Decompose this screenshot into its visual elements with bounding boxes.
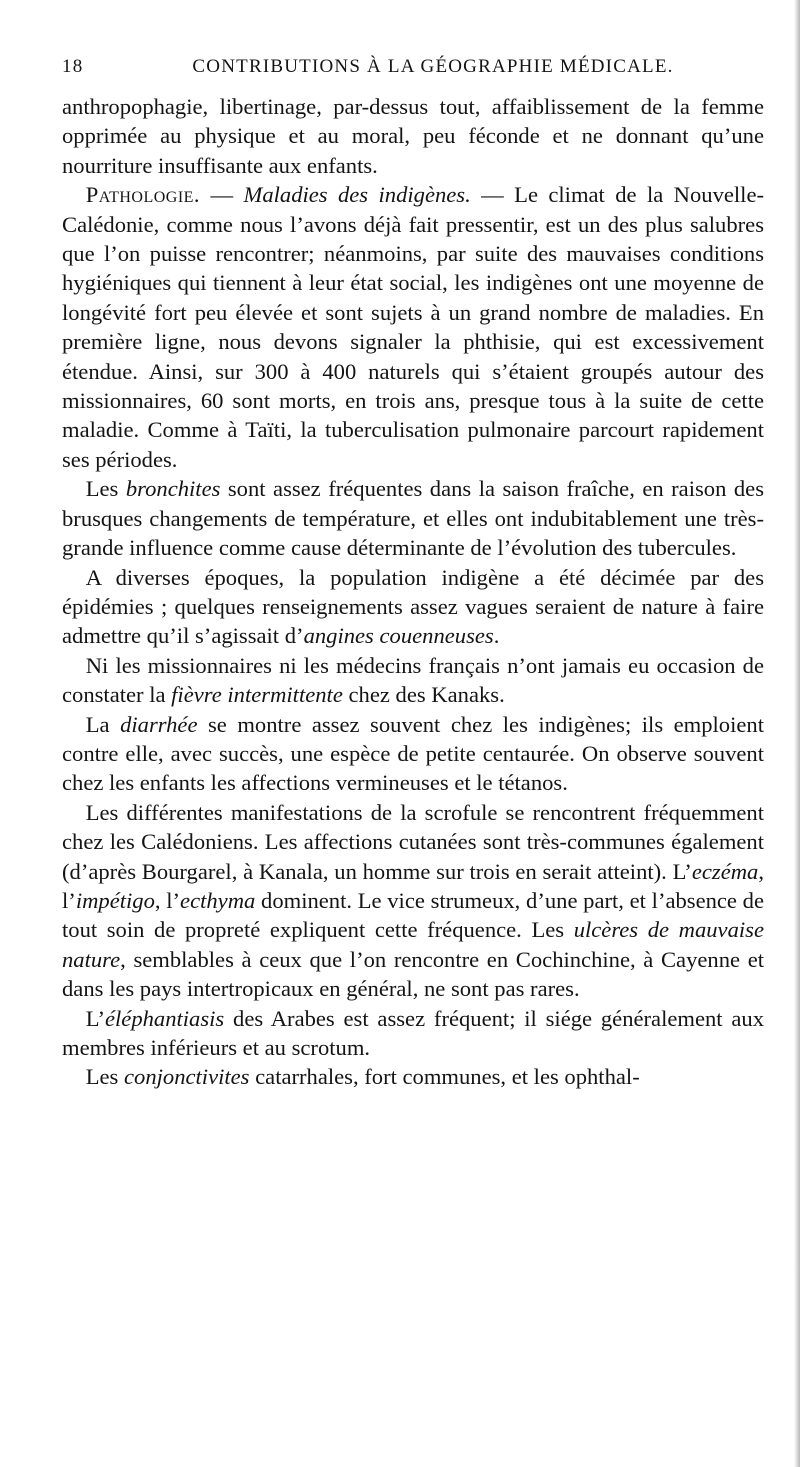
text-run: des Arabes est assez fréquent; il siége généralement aux membres inférieurs et au scrotum. — [62, 1005, 764, 1060]
text-run: Les différentes manifestations de la scrofule se rencontrent fréquemment chez les Calédoniens. Les affections cutanées sont très-communes également (d’après Bourgarel, à Kanala, un homme sur trois en serait atteint). L’ — [62, 799, 764, 884]
text-run: L’ — [85, 1005, 105, 1031]
text-run: , l’ — [62, 858, 764, 913]
paragraph — [62, 474, 764, 562]
italic-term: éléphantiasis — [104, 1005, 225, 1031]
paragraph — [62, 1004, 764, 1063]
text-run: La — [85, 711, 121, 737]
text-run: se montre assez souvent chez les indigènes; ils emploient contre elle, avec succès, une espèce de petite centaurée. On observe souvent chez les enfants les affections vermineuses et le tétanos. — [62, 711, 764, 796]
italic-term: fièvre intermittente — [171, 682, 343, 708]
italic-term: Maladies des indigènes. — [243, 182, 471, 208]
italic-term: ecthyma — [180, 887, 256, 913]
text-run: , l’ — [154, 887, 181, 913]
page-number: 18 — [62, 56, 84, 77]
paragraph — [62, 651, 764, 710]
running-title: CONTRIBUTIONS À LA GÉOGRAPHIE MÉDICALE. — [192, 56, 674, 77]
paragraph — [62, 92, 764, 180]
paragraph — [62, 180, 764, 474]
text-run: , semblables à ceux que l’on rencontre en Cochinchine, à Cayenne et dans les pays intertropicaux en général, ne sont pas rares. — [62, 946, 764, 1002]
italic-term: diarrhée — [120, 711, 198, 737]
italic-term: impétigo — [75, 887, 155, 913]
paragraph — [62, 563, 764, 651]
section-heading: Pathologie. — [85, 182, 201, 208]
italic-term: conjonctivites — [124, 1064, 250, 1090]
text-run: A diverses époques, la population indigène a été décimée par des épidémies ; quelques renseignements assez vagues seraient de nature à faire admettre qu’il s’agissait d’ — [62, 564, 764, 649]
text-run: Les — [85, 476, 126, 502]
text-run: chez des Kanaks. — [342, 682, 505, 708]
italic-term: ulcères de mauvaise nature — [62, 917, 764, 972]
text-run: anthropophagie, libertinage, par-dessus tout, affaiblissement de la femme opprimée au physique et au moral, peu féconde et ne donnant qu’une nourriture insuffisante aux enfants. — [62, 94, 764, 178]
paragraph — [62, 710, 764, 798]
paragraph — [62, 798, 764, 1004]
text-run: Les — [85, 1064, 124, 1090]
text-run: — Le climat de la Nouvelle-Calédonie, comme nous l’avons déjà fait pressentir, est un des plus salubres que l’on puisse rencontrer; néanmoins, par suite des mauvaises conditions hygiéniques qui tiennent à leur état social, les indigènes ont une moyenne de longévité fort peu élevée et sont sujets à un grand nombre de maladies. En première ligne, nous devons signaler la phthisie, qui est excessivement étendue. Ainsi, sur 300 à 400 naturels qui s’étaient groupés autour des missionnaires, 60 sont morts, en trois ans, presque tous à la suite de cette maladie. Comme à Taïti, la tuberculisation pulmonaire parcourt rapidement ses périodes. — [62, 182, 765, 472]
paragraph — [62, 1062, 764, 1091]
text-run: sont assez fréquentes dans la saison fraîche, en raison des brusques changements de température, et elles ont indubitablement une très-grande influence comme cause déterminante de l’évolution des tubercules. — [62, 476, 764, 561]
text-run: — — [200, 182, 244, 208]
text-body — [62, 92, 764, 1092]
text-run: Ni les missionnaires ni les médecins français n’ont jamais eu occasion de constater la — [62, 652, 764, 708]
italic-term: bronchites — [125, 476, 221, 502]
italic-term: eczéma — [691, 858, 759, 884]
text-run: . — [493, 623, 500, 649]
text-run: catarrhales, fort communes, et les ophthal- — [249, 1064, 640, 1090]
text-run: dominent. Le vice strumeux, d’une part, et l’absence de tout soin de propreté expliquent cette fréquence. Les — [62, 887, 764, 943]
page-header — [62, 56, 764, 84]
page-edge-shadow — [794, 0, 800, 1467]
italic-term: angines couenneuses — [303, 623, 494, 649]
